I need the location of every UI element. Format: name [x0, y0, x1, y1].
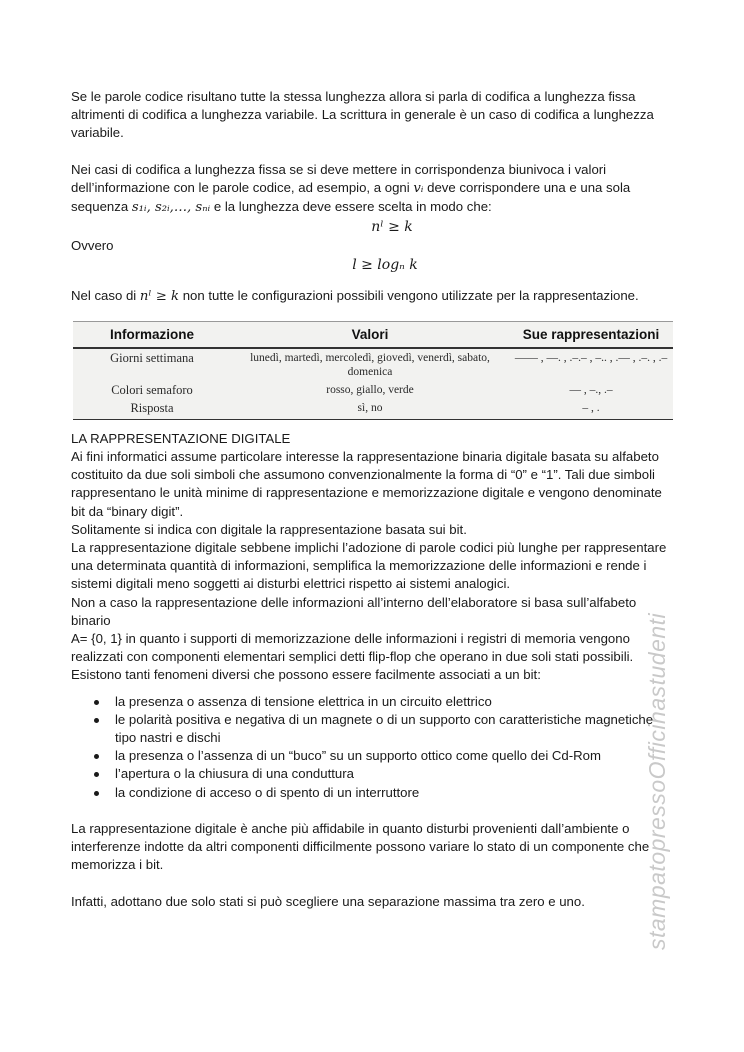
table-header-row — [73, 321, 673, 348]
section-paragraph-4: Non a caso la rappresentazione delle informazioni all’interno dell’elaboratore si basa sull’alfabeto binario — [71, 594, 637, 628]
table-row — [73, 381, 673, 399]
inline-formula: nˡ ≥ k — [139, 289, 180, 305]
cell-info: Risposta — [73, 399, 231, 420]
section-paragraph-2: Solitamente si indica con digitale la rappresentazione basata sui bit. — [71, 521, 467, 537]
table-row — [73, 348, 673, 381]
section-paragraph-3: La rappresentazione digitale sebbene implichi l’adozione di parole codici più lunghe per rappresentare una determinata quantità di informazioni, semplifica la memorizzazione delle informazioni e rende i sistemi digitali meno soggetti ai disturbi elettrici rispetto ai sistemi analogici. — [71, 540, 667, 592]
section-paragraph-7: Infatti, adottano due solo stati si può scegliere una separazione massima tra zero e uno. — [71, 893, 585, 909]
intro-p2-part-c: e la lunghezza deve essere scelta in modo che: — [210, 199, 492, 215]
list-item: le polarità positiva e negativa di un magnete o di un supporto con caratteristiche magnetiche tipo nastri e dischi — [115, 711, 673, 747]
list-item: la presenza o l’assenza di un “buco” su un supporto ottico come quello dei Cd-Rom — [115, 747, 673, 765]
cell-rappr: – , . — [509, 399, 673, 420]
encoding-table-image — [73, 321, 673, 420]
cell-rappr: — , –., .– — [569, 383, 613, 396]
bit-phenomena-list — [71, 693, 673, 802]
section-paragraph-6: La rappresentazione digitale è anche più affidabile in quanto disturbi provenienti dall’ambiente o interferenze indotte da altri componenti difficilmente possono variare lo stato di un componente che memorizza i bit. — [71, 820, 650, 873]
list-item: l’apertura o la chiusura di una conduttura — [115, 765, 673, 783]
formula-log: l ≥ logₙ k — [352, 257, 418, 274]
intro-p3-part-a: Nel caso di — [71, 288, 140, 304]
intro-paragraph-3 — [71, 287, 673, 306]
intro-paragraph-1: Se le parole codice risultano tutte la stessa lunghezza allora si parla di codifica a lunghezza fissa altrimenti di codifica a lunghezza variabile. La scrittura in generale è un caso di codifica a lunghezza variabile. — [71, 89, 654, 141]
section-title: LA RAPPRESENTAZIONE DIGITALE — [71, 430, 291, 446]
table-row — [73, 399, 673, 420]
document-page — [71, 88, 673, 911]
header-valori: Valori — [231, 321, 509, 348]
list-item: la condizione di acceso o di spento di un interruttore — [115, 784, 673, 802]
list-item: la presenza o assenza di tensione elettrica in un circuito elettrico — [115, 693, 673, 711]
section-paragraph-1: Ai fini informatici assume particolare interesse la rappresentazione binaria digitale basata su alfabeto costituito da due soli simboli che assumono convenzionalmente la forma di “0” e “1”. Tali due simboli rappresentano le unità minime di rappresentazione e memorizzazione digitale e vengono denominate bit da “binary digit”. — [71, 449, 662, 519]
header-informazione: Informazione — [73, 321, 231, 348]
section-paragraph-5: A= {0, 1} in quanto i supporti di memorizzazione delle informazioni i registri di memoria vengono realizzati con componenti elementari semplici detti flip-flop che operano in due soli stati possibili. Esistono tanti fenomeni diversi che possono essere facilmente associati a un bit: — [71, 631, 634, 683]
cell-info: Giorni settimana — [110, 350, 194, 365]
cell-valori: sì, no — [231, 399, 509, 420]
intro-p2-part-b: deve corrispondere una e una sola sequenza — [71, 179, 631, 215]
cell-valori: rosso, giallo, verde — [326, 383, 414, 396]
cell-valori: lunedì, martedì, mercoledì, giovedì, venerdì, sabato, domenica — [250, 351, 490, 378]
cell-info: Colori semaforo — [111, 382, 193, 397]
intro-p2-part-a: Nei casi di codifica a lunghezza fissa se si deve mettere in corrispondenza biunivoca i valori dell’informazione con le parole codice, ad esempio, a ogni — [71, 161, 607, 195]
formula-n-l: nˡ ≥ k — [371, 219, 413, 236]
sequence-s: s₁ᵢ, s₂ᵢ,…, sₙᵢ — [131, 200, 211, 216]
variable-vi: vᵢ — [413, 180, 424, 196]
watermark-text: stampatopressoOfficinastudenti — [644, 612, 670, 950]
intro-p3-part-b: non tutte le configurazioni possibili vengono utilizzate per la rappresentazione. — [179, 288, 639, 304]
ovvero-label: Ovvero — [71, 238, 114, 254]
intro-paragraph-2 — [71, 161, 673, 218]
cell-rappr: —— , —. , .–.– , –.. , .— , .–. , .– — [514, 351, 668, 364]
header-rappresentazioni: Sue rappresentazioni — [509, 321, 673, 348]
encoding-table — [73, 321, 673, 420]
